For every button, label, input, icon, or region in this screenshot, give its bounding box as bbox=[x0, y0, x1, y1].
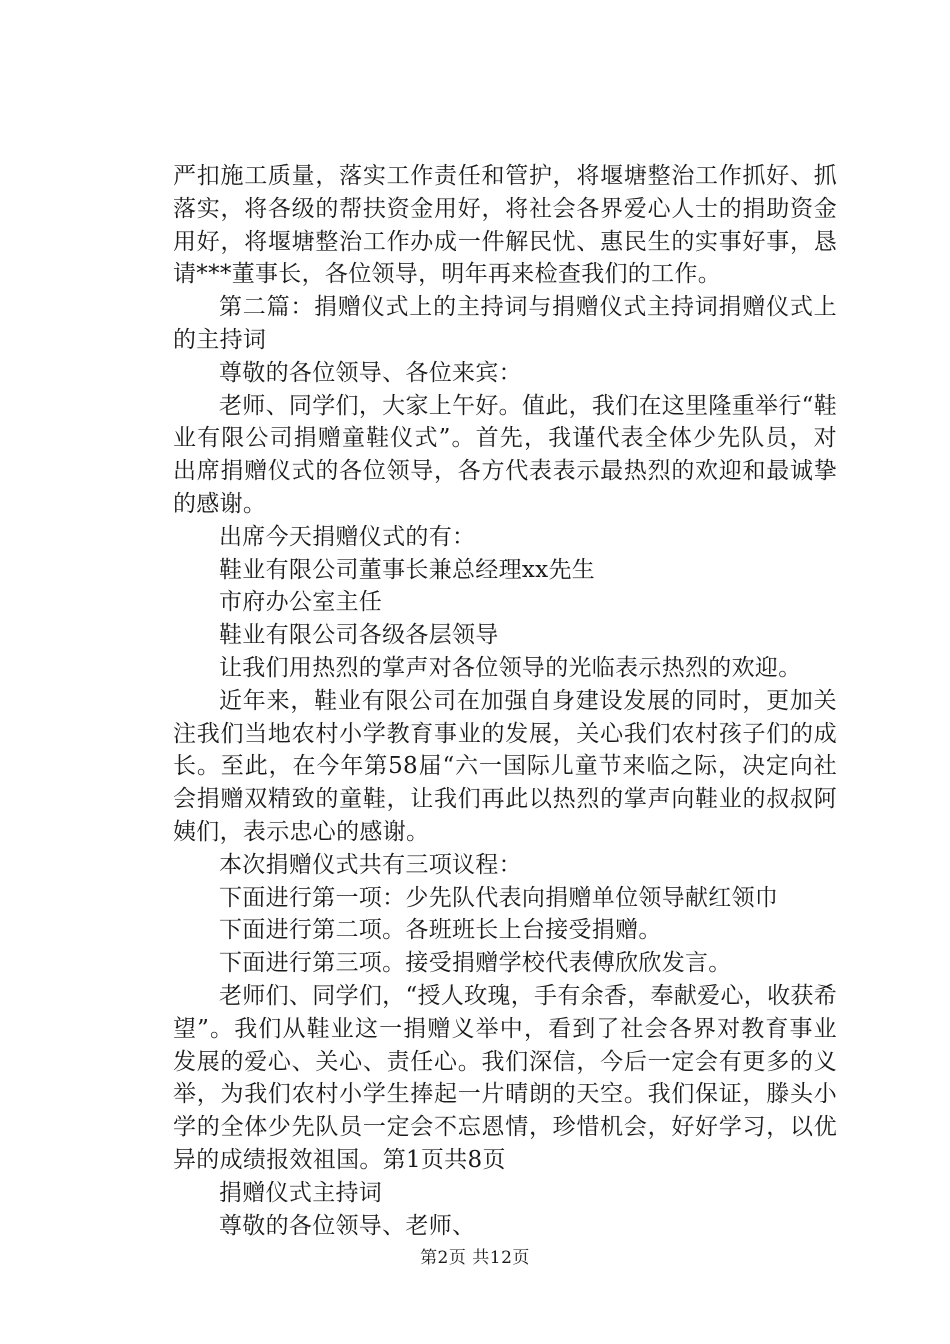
page-number-label: 第2页 共12页 bbox=[420, 1248, 530, 1268]
document-body bbox=[173, 160, 837, 1242]
paragraph-6: 鞋业有限公司董事长兼总经理xx先生 bbox=[219, 556, 596, 583]
paragraph-13: 下面进行第二项。各班班长上台接受捐赠。 bbox=[219, 917, 662, 944]
paragraph-2: 第二篇：捐赠仪式上的主持词与捐赠仪式主持词捐赠仪式上的主持词 bbox=[173, 294, 837, 353]
paragraph-4: 老师、同学们，大家上午好。值此，我们在这里隆重举行“鞋业有限公司捐赠童鞋仪式”。首先，我谨代表全体少先队员，对出席捐赠仪式的各位领导，各方代表表示最热烈的欢迎和最诚挚的感谢。 bbox=[173, 392, 837, 517]
paragraph-12: 下面进行第一项：少先队代表向捐赠单位领导献红领巾 bbox=[219, 884, 779, 911]
paragraph-14: 下面进行第三项。接受捐赠学校代表傅欣欣发言。 bbox=[219, 950, 732, 977]
paragraph-3: 尊敬的各位领导、各位来宾： bbox=[219, 359, 522, 386]
paragraph-8: 鞋业有限公司各级各层领导 bbox=[219, 622, 499, 649]
paragraph-16: 捐赠仪式主持词 bbox=[219, 1179, 383, 1206]
paragraph-15: 老师们、同学们，“授人玫瑰，手有余香，奉献爱心，收获希望”。我们从鞋业这一捐赠义举中，看到了社会各界对教育事业发展的爱心、关心、责任心。我们深信，今后一定会有更多的义举，为我们农村小学生捧起一片晴朗的天空。我们保证，滕头小学的全体少先队员一定会不忘恩情，珍惜机会，好好学习，以优异的成绩报效祖国。第1页共8页 bbox=[173, 982, 837, 1173]
paragraph-10: 近年来，鞋业有限公司在加强自身建设发展的同时，更加关注我们当地农村小学教育事业的发展，关心我们农村孩子们的成长。至此，在今年第58届“六一国际儿童节来临之际，决定向社会捐赠双精致的童鞋，让我们再此以热烈的掌声向鞋业的叔叔阿姨们，表示忠心的感谢。 bbox=[173, 687, 837, 845]
paragraph-7: 市府办公室主任 bbox=[219, 589, 383, 616]
paragraph-17: 尊敬的各位领导、老师、 bbox=[219, 1212, 476, 1239]
paragraph-5: 出席今天捐赠仪式的有： bbox=[219, 523, 476, 550]
paragraph-1: 严扣施工质量，落实工作责任和管护，将堰塘整治工作抓好、抓落实，将各级的帮扶资金用好，将社会各界爱心人士的捐助资金用好，将堰塘整治工作办成一件解民忧、惠民生的实事好事，恳请***董事长，各位领导，明年再来检查我们的工作。 bbox=[173, 163, 837, 288]
paragraph-11: 本次捐赠仪式共有三项议程： bbox=[219, 851, 522, 878]
page-footer bbox=[0, 1243, 950, 1268]
paragraph-9: 让我们用热烈的掌声对各位领导的光临表示热烈的欢迎。 bbox=[219, 654, 802, 681]
